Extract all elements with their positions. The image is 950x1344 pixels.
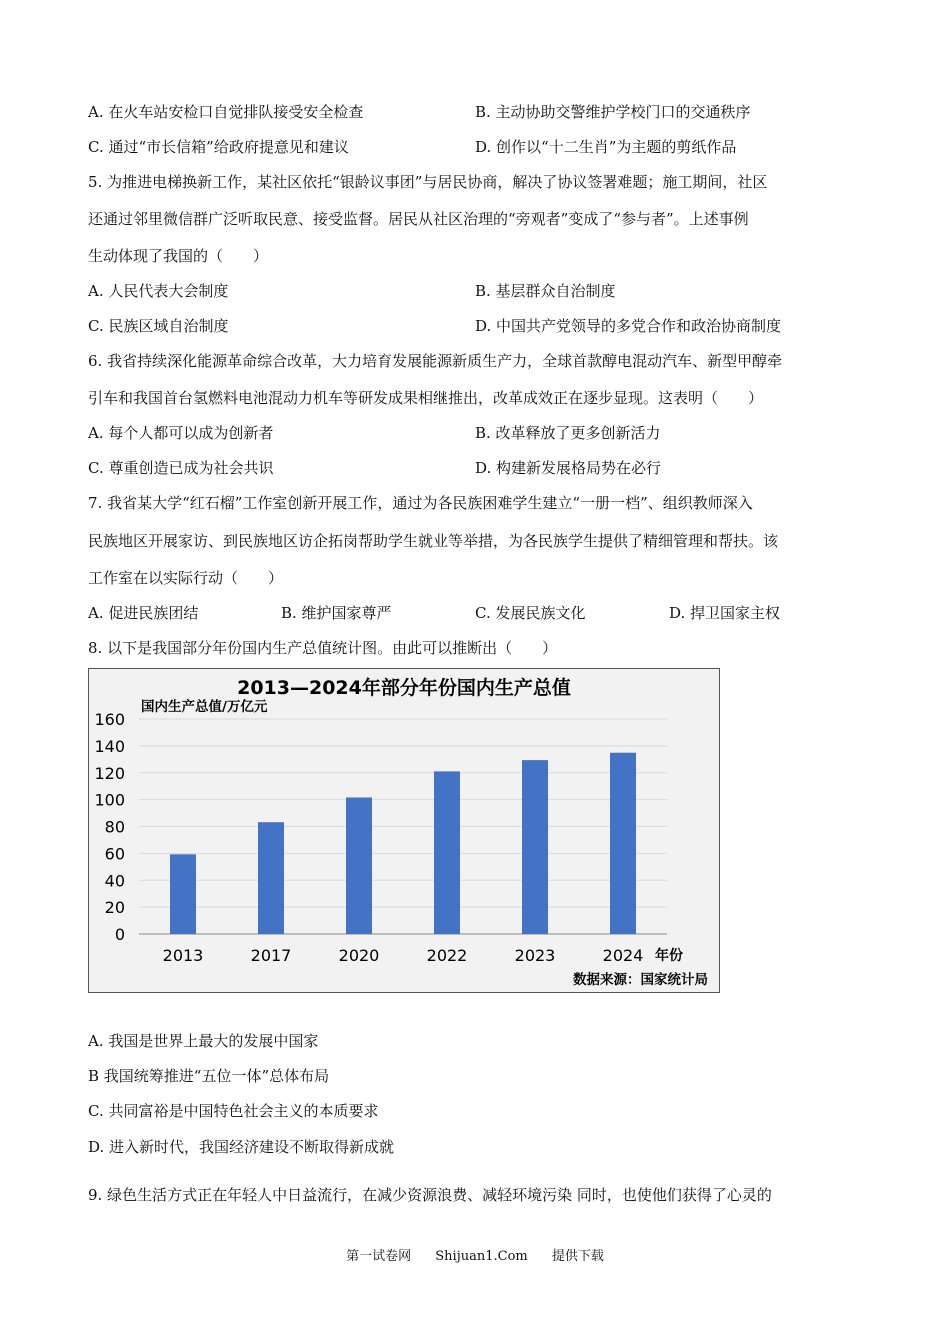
q7-option-c: C. 发展民族文化: [475, 604, 586, 622]
footer-site-name: 第一试卷网: [346, 1249, 412, 1264]
q7-stem-line-1: 7. 我省某大学“红石榴”工作室创新开展工作，通过为各民族困难学生建立“一册一档”、组织教师深入: [88, 494, 753, 512]
q8-option-c: C. 共同富裕是中国特色社会主义的本质要求: [88, 1102, 379, 1120]
q8-option-d: D. 进入新时代，我国经济建设不断取得新成就: [88, 1138, 395, 1156]
chart-y-tick-label: 160: [94, 710, 125, 729]
chart-bar-2024: [610, 753, 636, 934]
footer-site-url[interactable]: Shijuan1.Com: [435, 1249, 528, 1264]
chart-bar-2017: [258, 822, 284, 934]
q5-option-a: A. 人民代表大会制度: [88, 282, 229, 300]
q6-option-a: A. 每个人都可以成为创新者: [88, 424, 274, 442]
chart-x-tick-label: 2020: [338, 946, 380, 965]
chart-bar-2013: [170, 854, 196, 934]
chart-x-tick-label: 2024: [602, 946, 644, 965]
q4-option-d: D. 创作以“十二生肖”为主题的剪纸作品: [475, 138, 737, 156]
chart-y-axis-label: 国内生产总值/万亿元: [141, 699, 268, 715]
chart-bar-2023: [522, 760, 548, 934]
chart-y-tick-label: 120: [94, 763, 125, 783]
chart-y-tick-label: 100: [94, 790, 125, 810]
q7-stem-line-2: 民族地区开展家访、到民族地区访企拓岗帮助学生就业等举措，为各民族学生提供了精细管理和帮扶。该: [88, 532, 779, 550]
chart-bar-2022: [434, 771, 460, 934]
q6-stem-line-1: 6. 我省持续深化能源革命综合改革，大力培育发展能源新质生产力，全球首款醇电混动汽车、新型甲醇牵: [88, 352, 783, 370]
footer-note: 提供下载: [551, 1249, 604, 1264]
gdp-chart-svg: [89, 669, 719, 992]
q6-stem-line-2: 引车和我国首台氢燃料电池混动力机车等研发成果相继推出，改革成效正在逐步显现。这表明（ ）: [88, 389, 764, 407]
chart-title: 2013—2024年部分年份国内生产总值: [237, 677, 571, 699]
chart-source-note: 数据来源：国家统计局: [573, 972, 708, 988]
chart-x-tick-label: 2013: [162, 946, 204, 965]
chart-x-tick-label: 2017: [250, 946, 292, 965]
q7-option-a: A. 促进民族团结: [88, 604, 199, 622]
q4-option-a: A. 在火车站安检口自觉排队接受安全检查: [88, 103, 364, 121]
q8-stem: 8. 以下是我国部分年份国内生产总值统计图。由此可以推断出（ ）: [88, 639, 558, 657]
q9-stem: 9. 绿色生活方式正在年轻人中日益流行，在减少资源浪费、减轻环境污染 同时，也使他们获得了心灵的: [88, 1186, 772, 1204]
q5-stem-line-1: 5. 为推进电梯换新工作，某社区依托“银龄议事团”与居民协商，解决了协议签署难题；施工期间，社区: [88, 173, 768, 191]
q8-option-a: A. 我国是世界上最大的发展中国家: [88, 1032, 319, 1050]
chart-x-tick-label: 2023: [514, 946, 556, 965]
chart-x-axis-label: 年份: [655, 948, 683, 964]
chart-y-tick-label: 60: [104, 844, 125, 864]
q5-option-c: C. 民族区域自治制度: [88, 317, 229, 335]
page-footer: [0, 1248, 950, 1266]
q4-option-b: B. 主动协助交警维护学校门口的交通秩序: [475, 103, 751, 121]
chart-y-tick-label: 0: [114, 925, 125, 944]
chart-y-tick-label: 140: [94, 736, 125, 756]
q5-option-b: B. 基层群众自治制度: [475, 282, 616, 300]
chart-y-tick-label: 20: [104, 898, 125, 918]
gdp-bar-chart: [88, 668, 720, 993]
q7-option-d: D. 捍卫国家主权: [669, 604, 781, 622]
q6-option-b: B. 改革释放了更多创新活力: [475, 424, 661, 442]
chart-y-tick-label: 40: [104, 871, 125, 891]
chart-bar-2020: [346, 797, 372, 934]
q4-option-c: C. 通过“市长信箱”给政府提意见和建议: [88, 138, 349, 156]
q5-stem-line-3: 生动体现了我国的（ ）: [88, 247, 269, 265]
q8-option-b: B 我国统筹推进“五位一体”总体布局: [88, 1067, 330, 1085]
q5-option-d: D. 中国共产党领导的多党合作和政治协商制度: [475, 317, 782, 335]
q5-stem-line-2: 还通过邻里微信群广泛听取民意、接受监督。居民从社区治理的“旁观者”变成了“参与者”。上述事例: [88, 210, 749, 228]
q6-option-d: D. 构建新发展格局势在必行: [475, 459, 662, 477]
q6-option-c: C. 尊重创造已成为社会共识: [88, 459, 274, 477]
q7-stem-line-3: 工作室在以实际行动（ ）: [88, 569, 284, 587]
chart-y-tick-label: 80: [104, 817, 125, 837]
q7-option-b: B. 维护国家尊严: [281, 604, 392, 622]
chart-x-tick-label: 2022: [426, 946, 468, 965]
